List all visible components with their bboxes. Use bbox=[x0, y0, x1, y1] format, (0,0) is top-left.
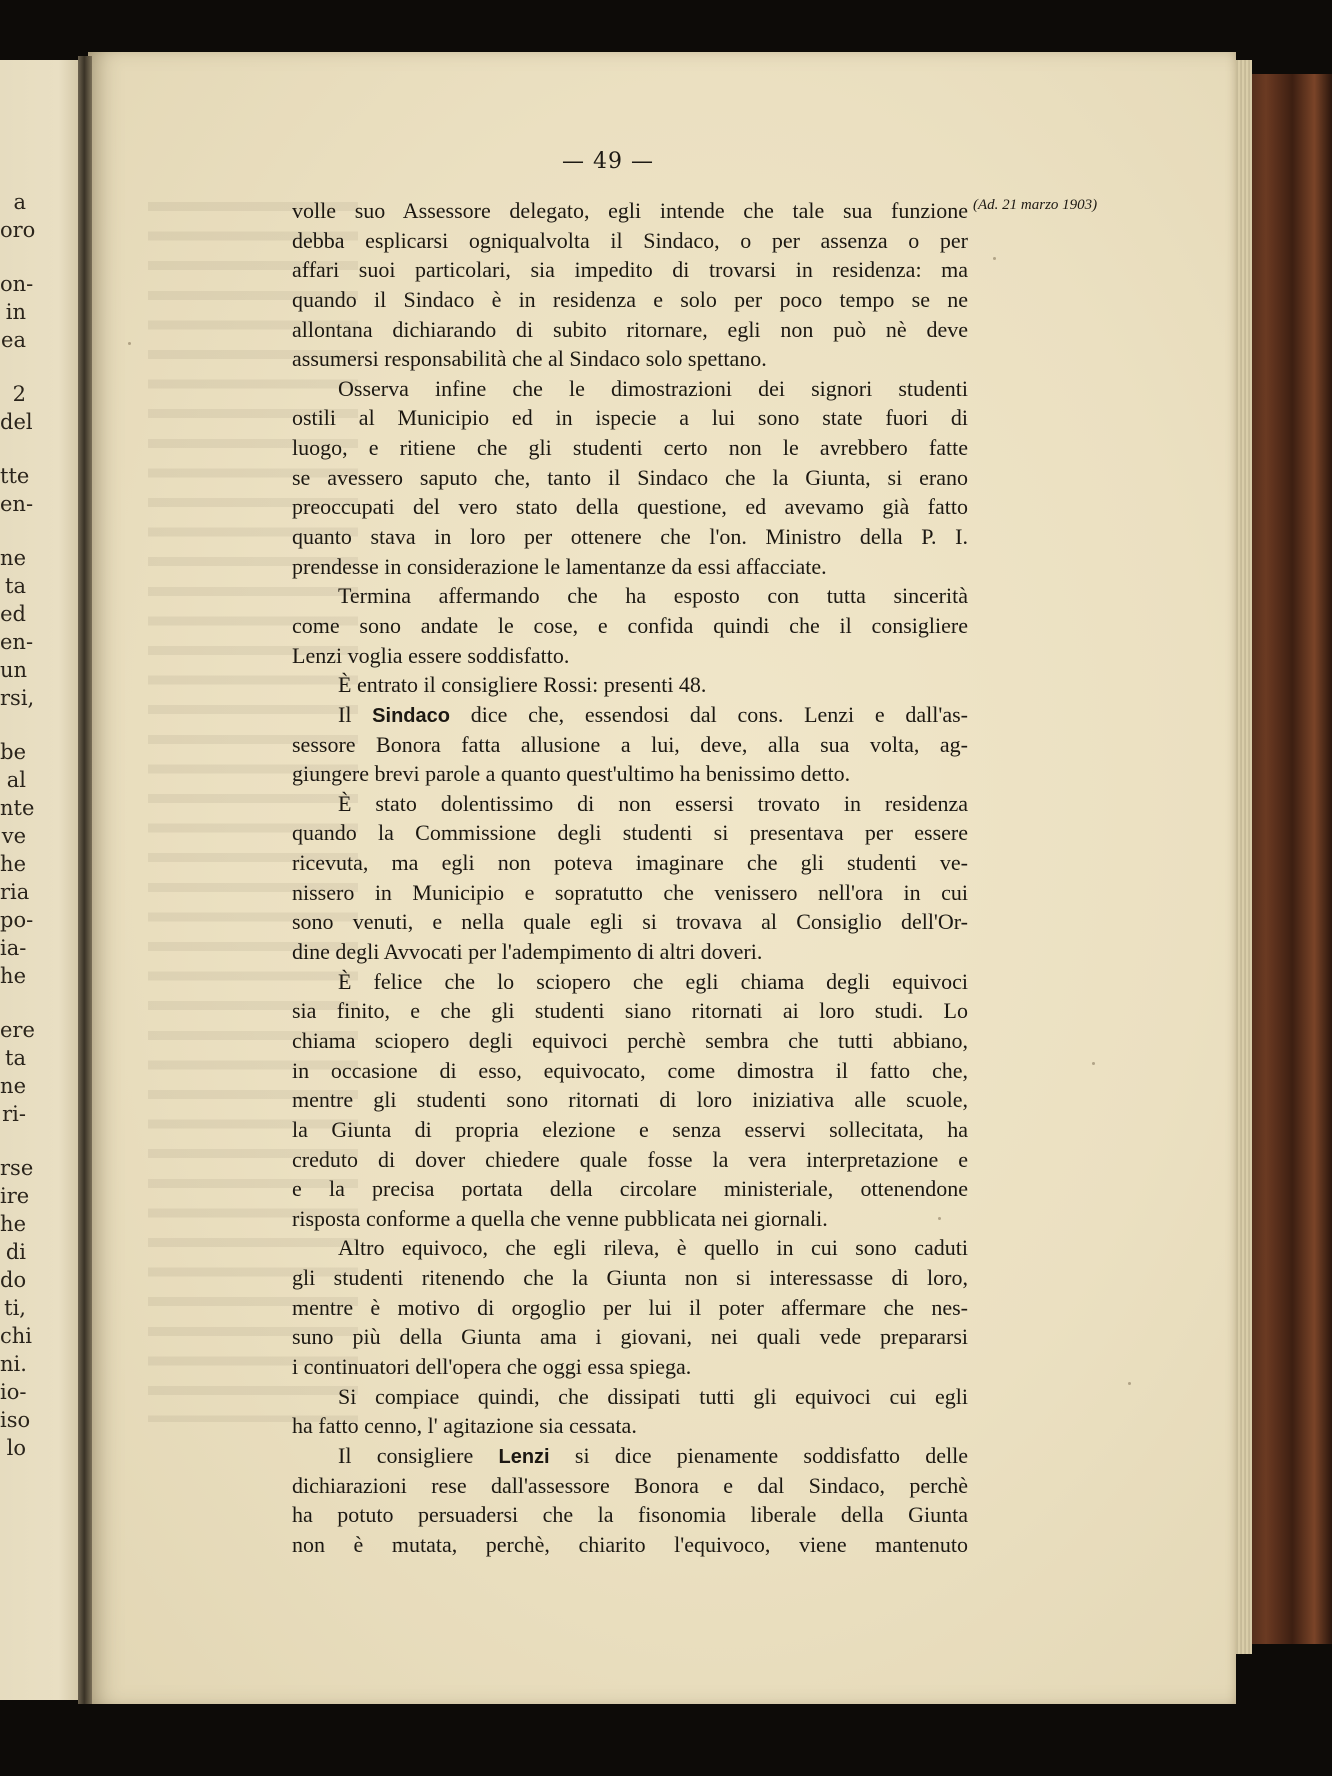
left-page-fragment: ea bbox=[1, 328, 26, 352]
text-line: mentre è motivo di orgoglio per lui il poter affermare che nes- bbox=[292, 1294, 968, 1320]
text-line: la Giunta di propria elezione e senza esservi sollecitata, ha bbox=[292, 1116, 968, 1142]
left-page-text-fragments bbox=[0, 60, 84, 1700]
text-line: Lenzi voglia essere soddisfatto. bbox=[292, 642, 570, 668]
text-line: risposta conforme a quella che venne pubblicata nei giornali. bbox=[292, 1205, 828, 1231]
text-line: luogo, e ritiene che gli studenti certo non le avrebbero fatte bbox=[292, 435, 968, 461]
left-page-fragment: ed bbox=[0, 602, 26, 626]
text-line: dine degli Avvocati per l'adempimento di altri doveri. bbox=[292, 939, 763, 965]
text-line: preoccupati del vero stato della questione, ed avevamo già fatto bbox=[292, 494, 968, 520]
left-page-fragment: he bbox=[0, 1212, 26, 1236]
left-page-fragment: ve bbox=[1, 824, 26, 848]
text-line: ha potuto persuadersi che la fisonomia liberale della Giunta bbox=[292, 1502, 968, 1528]
text-line: in occasione di esso, equivocato, come dimostra il fatto che, bbox=[292, 1057, 968, 1083]
text-line: debba esplicarsi ogniqualvolta il Sindaco, o per assenza o per bbox=[292, 227, 968, 253]
text-line: Si compiace quindi, che dissipati tutti gli equivoci cui egli bbox=[338, 1383, 968, 1409]
text-line: quando la Commissione degli studenti si presentava per essere bbox=[292, 820, 968, 846]
left-page-fragment: ne bbox=[0, 1074, 26, 1098]
text-line: assumersi responsabilità che al Sindaco solo spettano. bbox=[292, 346, 767, 372]
left-page-fragment: ria bbox=[0, 880, 30, 904]
text-line: sono venuti, e nella quale egli si trovava al Consiglio dell'Or- bbox=[292, 909, 968, 935]
left-page-fragment: ia- bbox=[0, 936, 27, 960]
text-line: dichiarazioni rese dall'assessore Bonora e dal Sindaco, perchè bbox=[292, 1472, 968, 1498]
line-text: si dice pienamente soddisfatto delle bbox=[549, 1442, 968, 1468]
speaker-name: Lenzi bbox=[498, 1445, 550, 1468]
text-line: Altro equivoco, che egli rileva, è quello in cui sono caduti bbox=[338, 1235, 968, 1261]
text-line: prendesse in considerazione le lamentanze da essi affacciate. bbox=[292, 553, 827, 579]
text-line: allontana dichiarando di subito ritornare, egli non può nè deve bbox=[292, 316, 968, 342]
text-line: e la precisa portata della circolare ministeriale, ottenendone bbox=[292, 1176, 968, 1202]
page-number: — 49 — bbox=[562, 149, 654, 174]
text-line: come sono andate le cose, e confida quindi che il consigliere bbox=[292, 612, 968, 638]
left-page-fragment: lo bbox=[6, 1436, 26, 1460]
book-page bbox=[88, 52, 1236, 1704]
text-line: volle suo Assessore delegato, egli intende che tale sua funzione bbox=[292, 198, 968, 223]
text-line bbox=[292, 1441, 968, 1471]
text-line: chiama sciopero degli equivoci perchè sembra che tutti abbiano, bbox=[292, 1027, 968, 1053]
text-line: Termina affermando che ha esposto con tutta sincerità bbox=[338, 583, 968, 609]
left-page-fragment: in bbox=[5, 300, 26, 324]
text-line: sia finito, e che gli studenti siano ritornati ai loro studi. Lo bbox=[292, 998, 968, 1024]
left-page-fragment: do bbox=[0, 1268, 27, 1292]
left-facing-page bbox=[0, 60, 84, 1700]
left-page-fragment: iso bbox=[0, 1408, 31, 1432]
text-line bbox=[292, 700, 968, 730]
text-line: mentre gli studenti sono ritornati di loro iniziativa alle scuole, bbox=[292, 1087, 968, 1113]
margin-date-note: (Ad. 21 marzo 1903) bbox=[973, 197, 1098, 213]
left-page-fragment: chi bbox=[0, 1324, 33, 1348]
text-line: affari suoi particolari, sia impedito di trovarsi in residenza: ma bbox=[292, 257, 968, 283]
text-line: ricevuta, ma egli non poteva imaginare che gli studenti ve- bbox=[292, 850, 968, 876]
left-page-fragment: ta bbox=[5, 1046, 26, 1070]
left-page-fragment: 2 bbox=[12, 382, 26, 406]
left-page-fragment: on- bbox=[0, 272, 34, 296]
left-page-fragment: un bbox=[0, 658, 28, 682]
text-line: È felice che lo sciopero che egli chiama degli equivoci bbox=[338, 968, 968, 994]
book-gutter bbox=[78, 56, 92, 1704]
left-page-fragment: tte bbox=[0, 464, 30, 488]
text-line: ha fatto cenno, l' agitazione sia cessata. bbox=[292, 1413, 637, 1439]
left-page-fragment: en- bbox=[0, 630, 34, 654]
text-line: ostili al Municipio ed in ispecie a lui sono state fuori di bbox=[292, 405, 968, 431]
left-page-fragment: ne bbox=[0, 546, 26, 570]
left-page-fragment: al bbox=[6, 768, 26, 792]
left-page-fragment: he bbox=[0, 852, 26, 876]
left-page-fragment: ri- bbox=[2, 1102, 26, 1126]
left-page-fragment: ire bbox=[0, 1184, 30, 1208]
book-cover-edge bbox=[1244, 74, 1332, 1644]
left-page-fragment: rse bbox=[0, 1156, 34, 1180]
text-line: giungere brevi parole a quanto quest'ultimo ha benissimo detto. bbox=[292, 761, 851, 787]
text-line: creduto di dover chiedere quale fosse la vera interpretazione e bbox=[292, 1146, 968, 1172]
text-line: Osserva infine che le dimostrazioni dei signori studenti bbox=[338, 375, 968, 401]
line-prefix: Il consigliere bbox=[338, 1442, 499, 1468]
left-page-fragment: ere bbox=[0, 1018, 35, 1042]
left-page-fragment: ta bbox=[5, 574, 26, 598]
line-prefix: Il bbox=[338, 701, 373, 727]
text-line: quando il Sindaco è in residenza e solo per poco tempo se ne bbox=[292, 286, 968, 312]
left-page-fragment: a bbox=[13, 190, 26, 214]
left-page-fragment: nte bbox=[0, 796, 35, 820]
left-page-fragment: io- bbox=[0, 1380, 27, 1404]
text-line: suno più della Giunta ama i giovani, nei quali vede prepararsi bbox=[292, 1324, 968, 1350]
left-page-fragment: del bbox=[0, 410, 33, 434]
left-page-fragment: rsi, bbox=[0, 686, 35, 710]
text-line: gli studenti ritenendo che la Giunta non si interessasse di loro, bbox=[292, 1265, 968, 1291]
left-page-fragment: be bbox=[0, 740, 26, 764]
left-page-fragment: po- bbox=[0, 908, 34, 932]
speaker-name: Sindaco bbox=[372, 704, 450, 727]
line-text: dice che, essendosi dal cons. Lenzi e dall'as- bbox=[449, 701, 968, 727]
text-line: quanto stava in loro per ottenere che l'on. Ministro della P. I. bbox=[292, 524, 968, 550]
text-line: non è mutata, perchè, chiarito l'equivoco, viene mantenuto bbox=[292, 1531, 968, 1557]
text-line: i continuatori dell'opera che oggi essa spiega. bbox=[292, 1353, 692, 1379]
left-page-fragment: oro bbox=[0, 218, 36, 242]
left-page-fragment: ti, bbox=[4, 1296, 26, 1320]
text-line: sessore Bonora fatta allusione a lui, deve, alla sua volta, ag- bbox=[292, 731, 968, 757]
left-page-fragment: en- bbox=[0, 492, 34, 516]
left-page-fragment: ni. bbox=[0, 1352, 27, 1376]
left-page-fragment: he bbox=[0, 964, 26, 988]
left-page-fragment: di bbox=[5, 1240, 26, 1264]
text-line: nissero in Municipio e sopratutto che venissero nell'ora in cui bbox=[292, 879, 968, 905]
text-line: se avessero saputo che, tanto il Sindaco che la Giunta, si erano bbox=[292, 464, 968, 490]
text-line: È entrato il consigliere Rossi: presenti 48. bbox=[338, 672, 707, 698]
body-text bbox=[292, 196, 968, 1559]
text-line: È stato dolentissimo di non essersi trovato in residenza bbox=[338, 790, 968, 816]
